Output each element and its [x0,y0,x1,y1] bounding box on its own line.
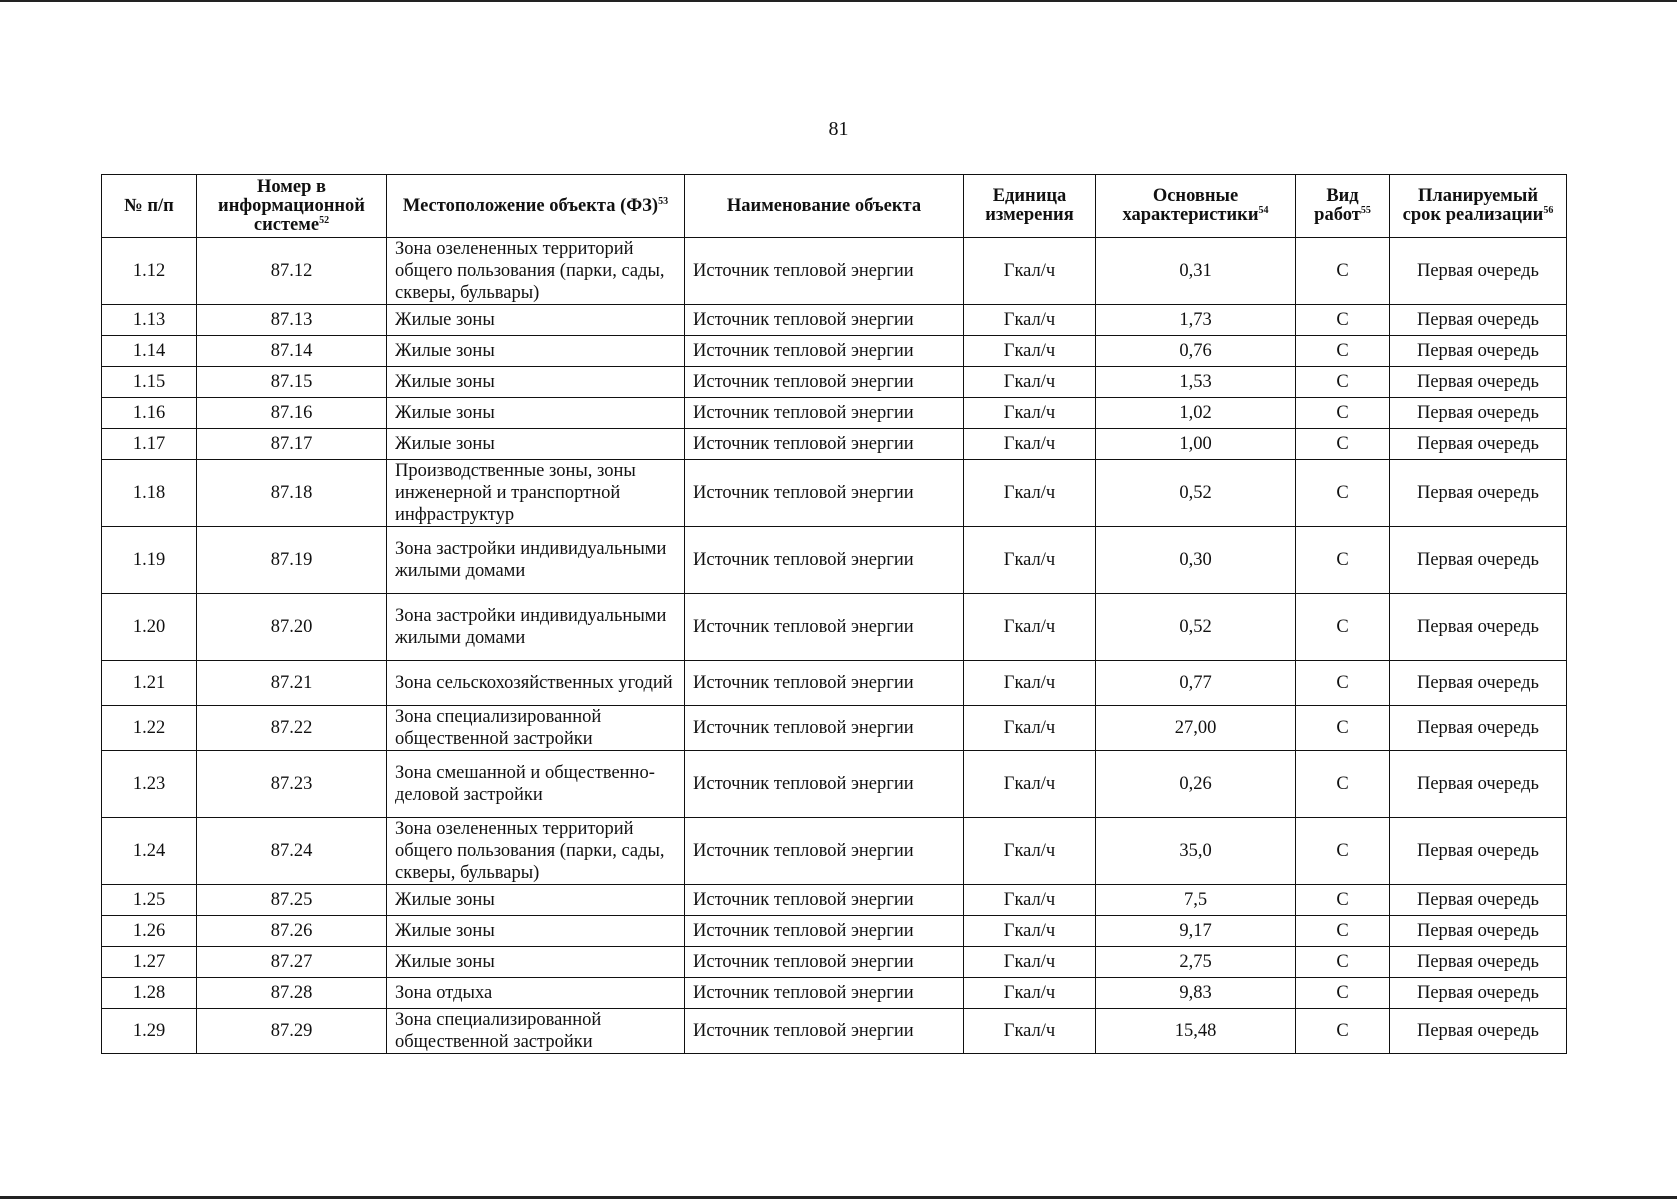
cell-num: 1.29 [102,1009,197,1054]
cell-work: С [1296,818,1390,885]
cell-location: Зона застройки индивидуальными жилыми домами [387,594,685,661]
cell-value: 9,83 [1096,978,1296,1009]
cell-value: 9,17 [1096,916,1296,947]
cell-num: 1.28 [102,978,197,1009]
cell-unit: Гкал/ч [964,367,1096,398]
cell-code: 87.22 [197,706,387,751]
cell-unit: Гкал/ч [964,238,1096,305]
cell-unit: Гкал/ч [964,885,1096,916]
cell-unit: Гкал/ч [964,947,1096,978]
table-row [102,818,1567,885]
cell-location: Зона смешанной и общественно-деловой застройки [387,751,685,818]
cell-term: Первая очередь [1390,367,1567,398]
cell-work: С [1296,978,1390,1009]
cell-num: 1.14 [102,336,197,367]
header-work-type: Вид работ$^{55}$ [1296,175,1390,238]
cell-name: Источник тепловой энергии [685,885,964,916]
cell-term: Первая очередь [1390,916,1567,947]
cell-location: Жилые зоны [387,885,685,916]
cell-unit: Гкал/ч [964,916,1096,947]
cell-num: 1.24 [102,818,197,885]
cell-name: Источник тепловой энергии [685,751,964,818]
cell-name: Источник тепловой энергии [685,398,964,429]
table-row [102,238,1567,305]
cell-num: 1.15 [102,367,197,398]
cell-code: 87.18 [197,460,387,527]
cell-value: 1,02 [1096,398,1296,429]
cell-value: 0,31 [1096,238,1296,305]
header-characteristics: Основные характеристики$^{54}$ [1096,175,1296,238]
cell-term: Первая очередь [1390,398,1567,429]
cell-location: Зона озелененных территорий общего пользования (парки, сады, скверы, бульвары) [387,238,685,305]
cell-unit: Гкал/ч [964,594,1096,661]
cell-work: С [1296,429,1390,460]
cell-location: Жилые зоны [387,336,685,367]
cell-work: С [1296,594,1390,661]
cell-unit: Гкал/ч [964,527,1096,594]
cell-work: С [1296,751,1390,818]
cell-code: 87.16 [197,398,387,429]
header-location: Местоположение объекта (ФЗ)$^{53}$ [387,175,685,238]
cell-value: 0,76 [1096,336,1296,367]
cell-num: 1.22 [102,706,197,751]
cell-value: 1,73 [1096,305,1296,336]
table-row [102,885,1567,916]
cell-location: Зона специализированной общественной застройки [387,1009,685,1054]
cell-value: 0,52 [1096,460,1296,527]
cell-work: С [1296,305,1390,336]
cell-code: 87.15 [197,367,387,398]
table-row [102,947,1567,978]
cell-term: Первая очередь [1390,1009,1567,1054]
cell-work: С [1296,367,1390,398]
cell-location: Зона специализированной общественной застройки [387,706,685,751]
cell-num: 1.12 [102,238,197,305]
cell-work: С [1296,706,1390,751]
cell-name: Источник тепловой энергии [685,429,964,460]
cell-code: 87.27 [197,947,387,978]
cell-num: 1.27 [102,947,197,978]
cell-value: 2,75 [1096,947,1296,978]
header-name: Наименование объекта [685,175,964,238]
cell-work: С [1296,336,1390,367]
cell-work: С [1296,460,1390,527]
cell-value: 35,0 [1096,818,1296,885]
cell-unit: Гкал/ч [964,706,1096,751]
cell-value: 0,52 [1096,594,1296,661]
cell-term: Первая очередь [1390,238,1567,305]
cell-unit: Гкал/ч [964,661,1096,706]
table-row [102,429,1567,460]
cell-term: Первая очередь [1390,305,1567,336]
cell-code: 87.20 [197,594,387,661]
cell-num: 1.21 [102,661,197,706]
header-row [102,175,1567,238]
cell-term: Первая очередь [1390,336,1567,367]
cell-num: 1.13 [102,305,197,336]
cell-term: Первая очередь [1390,706,1567,751]
cell-work: С [1296,661,1390,706]
cell-name: Источник тепловой энергии [685,460,964,527]
cell-name: Источник тепловой энергии [685,706,964,751]
cell-value: 0,77 [1096,661,1296,706]
cell-num: 1.20 [102,594,197,661]
cell-code: 87.29 [197,1009,387,1054]
cell-unit: Гкал/ч [964,818,1096,885]
cell-num: 1.19 [102,527,197,594]
cell-value: 1,53 [1096,367,1296,398]
cell-name: Источник тепловой энергии [685,947,964,978]
cell-value: 0,26 [1096,751,1296,818]
cell-location: Жилые зоны [387,947,685,978]
cell-work: С [1296,1009,1390,1054]
cell-unit: Гкал/ч [964,429,1096,460]
cell-code: 87.17 [197,429,387,460]
cell-name: Источник тепловой энергии [685,1009,964,1054]
cell-code: 87.25 [197,885,387,916]
header-num: № п/п [102,175,197,238]
cell-unit: Гкал/ч [964,398,1096,429]
cell-name: Источник тепловой энергии [685,367,964,398]
cell-name: Источник тепловой энергии [685,238,964,305]
scan-top-edge [0,0,1677,2]
cell-name: Источник тепловой энергии [685,818,964,885]
cell-term: Первая очередь [1390,978,1567,1009]
page-number: 81 [828,118,849,140]
cell-unit: Гкал/ч [964,978,1096,1009]
cell-term: Первая очередь [1390,885,1567,916]
cell-code: 87.28 [197,978,387,1009]
table-row [102,594,1567,661]
cell-unit: Гкал/ч [964,305,1096,336]
table-row [102,367,1567,398]
cell-num: 1.23 [102,751,197,818]
cell-term: Первая очередь [1390,751,1567,818]
cell-work: С [1296,527,1390,594]
cell-code: 87.23 [197,751,387,818]
cell-location: Зона застройки индивидуальными жилыми домами [387,527,685,594]
cell-name: Источник тепловой энергии [685,661,964,706]
cell-name: Источник тепловой энергии [685,978,964,1009]
cell-work: С [1296,398,1390,429]
table-row [102,398,1567,429]
table-row [102,527,1567,594]
cell-unit: Гкал/ч [964,460,1096,527]
cell-work: С [1296,885,1390,916]
cell-location: Зона сельскохозяйственных угодий [387,661,685,706]
cell-location: Жилые зоны [387,429,685,460]
table-row [102,305,1567,336]
cell-location: Жилые зоны [387,916,685,947]
cell-name: Источник тепловой энергии [685,305,964,336]
cell-location: Жилые зоны [387,398,685,429]
cell-value: 27,00 [1096,706,1296,751]
cell-term: Первая очередь [1390,594,1567,661]
cell-name: Источник тепловой энергии [685,594,964,661]
cell-unit: Гкал/ч [964,751,1096,818]
cell-unit: Гкал/ч [964,1009,1096,1054]
cell-value: 7,5 [1096,885,1296,916]
cell-work: С [1296,916,1390,947]
cell-location: Зона озелененных территорий общего пользования (парки, сады, скверы, бульвары) [387,818,685,885]
cell-location: Жилые зоны [387,367,685,398]
table-row [102,978,1567,1009]
cell-work: С [1296,238,1390,305]
cell-name: Источник тепловой энергии [685,916,964,947]
header-code: Номер в информационной системе$^{52}$ [197,175,387,238]
cell-value: 0,30 [1096,527,1296,594]
cell-location: Производственные зоны, зоны инженерной и транспортной инфраструктур [387,460,685,527]
cell-code: 87.21 [197,661,387,706]
header-unit: Единица измерения [964,175,1096,238]
table-row [102,1009,1567,1054]
cell-term: Первая очередь [1390,818,1567,885]
cell-code: 87.13 [197,305,387,336]
cell-name: Источник тепловой энергии [685,527,964,594]
table-row [102,661,1567,706]
table-row [102,460,1567,527]
cell-term: Первая очередь [1390,429,1567,460]
cell-code: 87.24 [197,818,387,885]
cell-location: Жилые зоны [387,305,685,336]
cell-num: 1.18 [102,460,197,527]
cell-location: Зона отдыха [387,978,685,1009]
cell-value: 15,48 [1096,1009,1296,1054]
cell-code: 87.14 [197,336,387,367]
table-row [102,336,1567,367]
objects-table [101,174,1567,1054]
cell-unit: Гкал/ч [964,336,1096,367]
cell-term: Первая очередь [1390,947,1567,978]
cell-name: Источник тепловой энергии [685,336,964,367]
cell-code: 87.12 [197,238,387,305]
cell-code: 87.26 [197,916,387,947]
cell-code: 87.19 [197,527,387,594]
table-row [102,751,1567,818]
cell-num: 1.17 [102,429,197,460]
table-row [102,706,1567,751]
cell-num: 1.16 [102,398,197,429]
cell-work: С [1296,947,1390,978]
header-term: Планируемый срок реализации$^{56}$ [1390,175,1567,238]
cell-term: Первая очередь [1390,661,1567,706]
table-row [102,916,1567,947]
cell-num: 1.25 [102,885,197,916]
cell-value: 1,00 [1096,429,1296,460]
cell-num: 1.26 [102,916,197,947]
cell-term: Первая очередь [1390,460,1567,527]
scan-bottom-edge [0,1196,1677,1199]
cell-term: Первая очередь [1390,527,1567,594]
